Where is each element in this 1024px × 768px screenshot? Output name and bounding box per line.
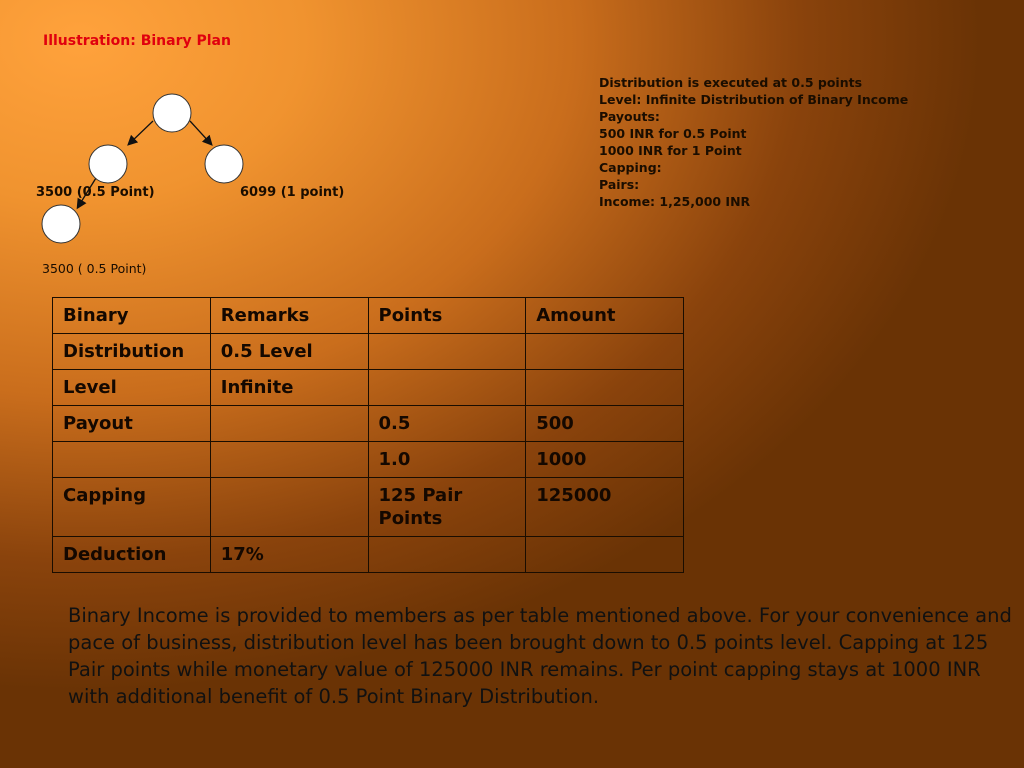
table-cell: Capping: [53, 478, 211, 537]
tree-node-bottom: [42, 205, 80, 243]
table-cell: [368, 370, 526, 406]
table-cell: 125 Pair Points: [368, 478, 526, 537]
table-cell: Payout: [53, 406, 211, 442]
tree-node-left: [89, 145, 127, 183]
binary-plan-table: [52, 297, 684, 573]
info-line: Income: 1,25,000 INR: [599, 194, 751, 209]
table-cell: Level: [53, 370, 211, 406]
table-row: [53, 334, 684, 370]
info-line: 1000 INR for 1 Point: [599, 143, 742, 158]
table-cell: [53, 442, 211, 478]
table-cell: [526, 334, 684, 370]
info-line: Pairs:: [599, 177, 640, 192]
table-row: [53, 442, 684, 478]
table-cell: [526, 370, 684, 406]
tree-edge-left: [129, 121, 153, 144]
binary-tree-diagram: [0, 0, 400, 260]
tree-right-label: 6099 (1 point): [240, 185, 345, 200]
info-line: 500 INR for 0.5 Point: [599, 126, 747, 141]
page-title: Illustration: Binary Plan: [43, 33, 231, 49]
table-cell: Infinite: [210, 370, 368, 406]
distribution-info: [599, 74, 908, 210]
table-cell: [210, 442, 368, 478]
table-cell: 17%: [210, 537, 368, 573]
table-cell: 1000: [526, 442, 684, 478]
info-line: Distribution is executed at 0.5 points: [599, 75, 863, 90]
table-row: [53, 370, 684, 406]
table-cell: Deduction: [53, 537, 211, 573]
column-header-amount: Amount: [526, 298, 684, 334]
table-cell: [210, 478, 368, 537]
info-line: Payouts:: [599, 109, 660, 124]
table-cell: 125000: [526, 478, 684, 537]
table-header-row: [53, 298, 684, 334]
table-cell: [368, 537, 526, 573]
info-line: Level: Infinite Distribution of Binary Income: [599, 92, 909, 107]
table-cell: Distribution: [53, 334, 211, 370]
tree-node-root: [153, 94, 191, 132]
tree-left-label: 3500 (0.5 Point): [36, 185, 155, 200]
table-cell: 0.5: [368, 406, 526, 442]
table-cell: [368, 334, 526, 370]
tree-edge-right: [190, 121, 211, 144]
tree-node-right: [205, 145, 243, 183]
table-row: [53, 478, 684, 537]
table-cell: 0.5 Level: [210, 334, 368, 370]
table-cell: 500: [526, 406, 684, 442]
description-paragraph: Binary Income is provided to members as per table mentioned above. For your convenience and pace of business, distribution level has been brought down to 0.5 points level. Capping at 125 Pair points while monetary value of 125000 INR remains. Per point capping stays at 1000 INR with additional benefit of 0.5 Point Binary Distribution.: [68, 604, 1012, 708]
table-cell: [526, 537, 684, 573]
column-header-points: Points: [368, 298, 526, 334]
table-row: [53, 537, 684, 573]
tree-bottom-label: 3500 ( 0.5 Point): [42, 261, 147, 276]
table-cell: 1.0: [368, 442, 526, 478]
table-row: [53, 406, 684, 442]
column-header-remarks: Remarks: [210, 298, 368, 334]
column-header-binary: Binary: [53, 298, 211, 334]
table-cell: [210, 406, 368, 442]
info-line: Capping:: [599, 160, 662, 175]
